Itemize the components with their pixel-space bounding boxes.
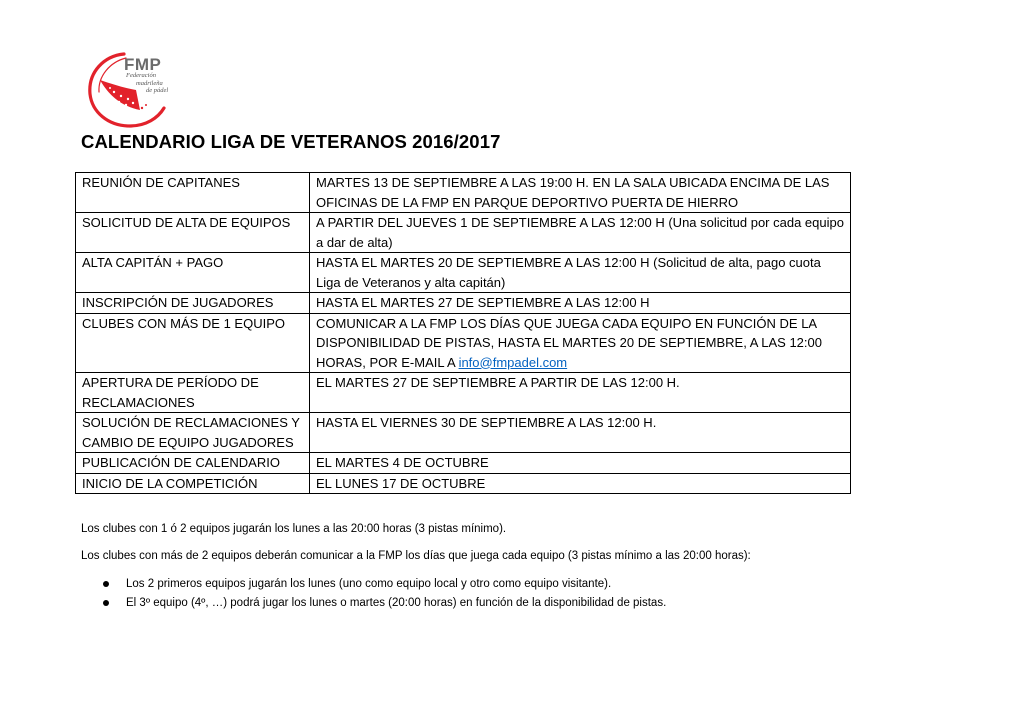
table-row — [76, 413, 851, 453]
row-label: REUNIÓN DE CAPITANES — [76, 173, 310, 213]
table-row — [76, 453, 851, 474]
row-value: HASTA EL MARTES 27 DE SEPTIEMBRE A LAS 12:00 H — [310, 293, 851, 314]
table-row — [76, 293, 851, 314]
bullet-icon — [103, 600, 109, 606]
row-value: EL MARTES 4 DE OCTUBRE — [310, 453, 851, 474]
row-label: INSCRIPCIÓN DE JUGADORES — [76, 293, 310, 314]
notes-section — [81, 523, 941, 614]
row-value: EL LUNES 17 DE OCTUBRE — [310, 473, 851, 494]
bullet-list — [81, 576, 941, 611]
logo-line-3: de pádel — [146, 87, 169, 94]
email-link[interactable]: info@fmpadel.com — [458, 354, 568, 370]
logo-abbr: FMP — [124, 55, 162, 74]
table-row — [76, 253, 851, 293]
list-item — [81, 576, 941, 592]
row-label: CLUBES CON MÁS DE 1 EQUIPO — [76, 313, 310, 373]
row-label: PUBLICACIÓN DE CALENDARIO — [76, 453, 310, 474]
row-value — [310, 313, 851, 373]
row-value: HASTA EL VIERNES 30 DE SEPTIEMBRE A LAS 12:00 H. — [310, 413, 851, 453]
row-value: A PARTIR DEL JUEVES 1 DE SEPTIEMBRE A LAS 12:00 H (Una solicitud por cada equipo a dar de alta) — [310, 213, 851, 253]
logo-line-1: Federación — [126, 72, 156, 79]
row-label: APERTURA DE PERÍODO DE RECLAMACIONES — [76, 373, 310, 413]
table-row — [76, 473, 851, 494]
table-row — [76, 313, 851, 373]
note-paragraph: Los clubes con más de 2 equipos deberán comunicar a la FMP los días que juega cada equipo (3 pistas mínimo a las 20:00 horas): — [81, 550, 751, 562]
table-row — [76, 373, 851, 413]
logo-subtitle — [126, 72, 168, 95]
note-paragraph: Los clubes con 1 ó 2 equipos jugarán los lunes a las 20:00 horas (3 pistas mínimo). — [81, 523, 507, 535]
bullet-icon — [103, 581, 109, 587]
table-row — [76, 173, 851, 213]
row-label: SOLICITUD DE ALTA DE EQUIPOS — [76, 213, 310, 253]
row-value: EL MARTES 27 DE SEPTIEMBRE A PARTIR DE LAS 12:00 H. — [310, 373, 851, 413]
list-item-text: Los 2 primeros equipos jugarán los lunes (uno como equipo local y otro como equipo visitante). — [126, 578, 612, 590]
table-row — [76, 213, 851, 253]
list-item-text: El 3º equipo (4º, …) podrá jugar los lunes o martes (20:00 horas) en función de la disponibilidad de pistas. — [126, 597, 667, 609]
row-value: MARTES 13 DE SEPTIEMBRE A LAS 19:00 H. EN LA SALA UBICADA ENCIMA DE LAS OFICINAS DE LA FMP EN PARQUE DEPORTIVO PUERTA DE HIERRO — [310, 173, 851, 213]
row-value: HASTA EL MARTES 20 DE SEPTIEMBRE A LAS 12:00 H (Solicitud de alta, pago cuota Liga de Veteranos y alta capitán) — [310, 253, 851, 293]
row-label: ALTA CAPITÁN + PAGO — [76, 253, 310, 293]
logo-line-2: madrileña — [136, 79, 163, 87]
schedule-table — [75, 172, 851, 494]
page-title: CALENDARIO LIGA DE VETERANOS 2016/2017 — [81, 131, 501, 152]
row-label: SOLUCIÓN DE RECLAMACIONES Y CAMBIO DE EQUIPO JUGADORES — [76, 413, 310, 453]
row-label: INICIO DE LA COMPETICIÓN — [76, 473, 310, 494]
row-value-text: COMUNICAR A LA FMP LOS DÍAS QUE JUEGA CADA EQUIPO EN FUNCIÓN DE LA DISPONIBILIDAD DE PISTAS, HASTA EL MARTES 20 DE SEPTIEMBRE, A LAS 12:00 HORAS, POR E-MAIL A — [316, 315, 822, 370]
list-item — [81, 595, 941, 611]
